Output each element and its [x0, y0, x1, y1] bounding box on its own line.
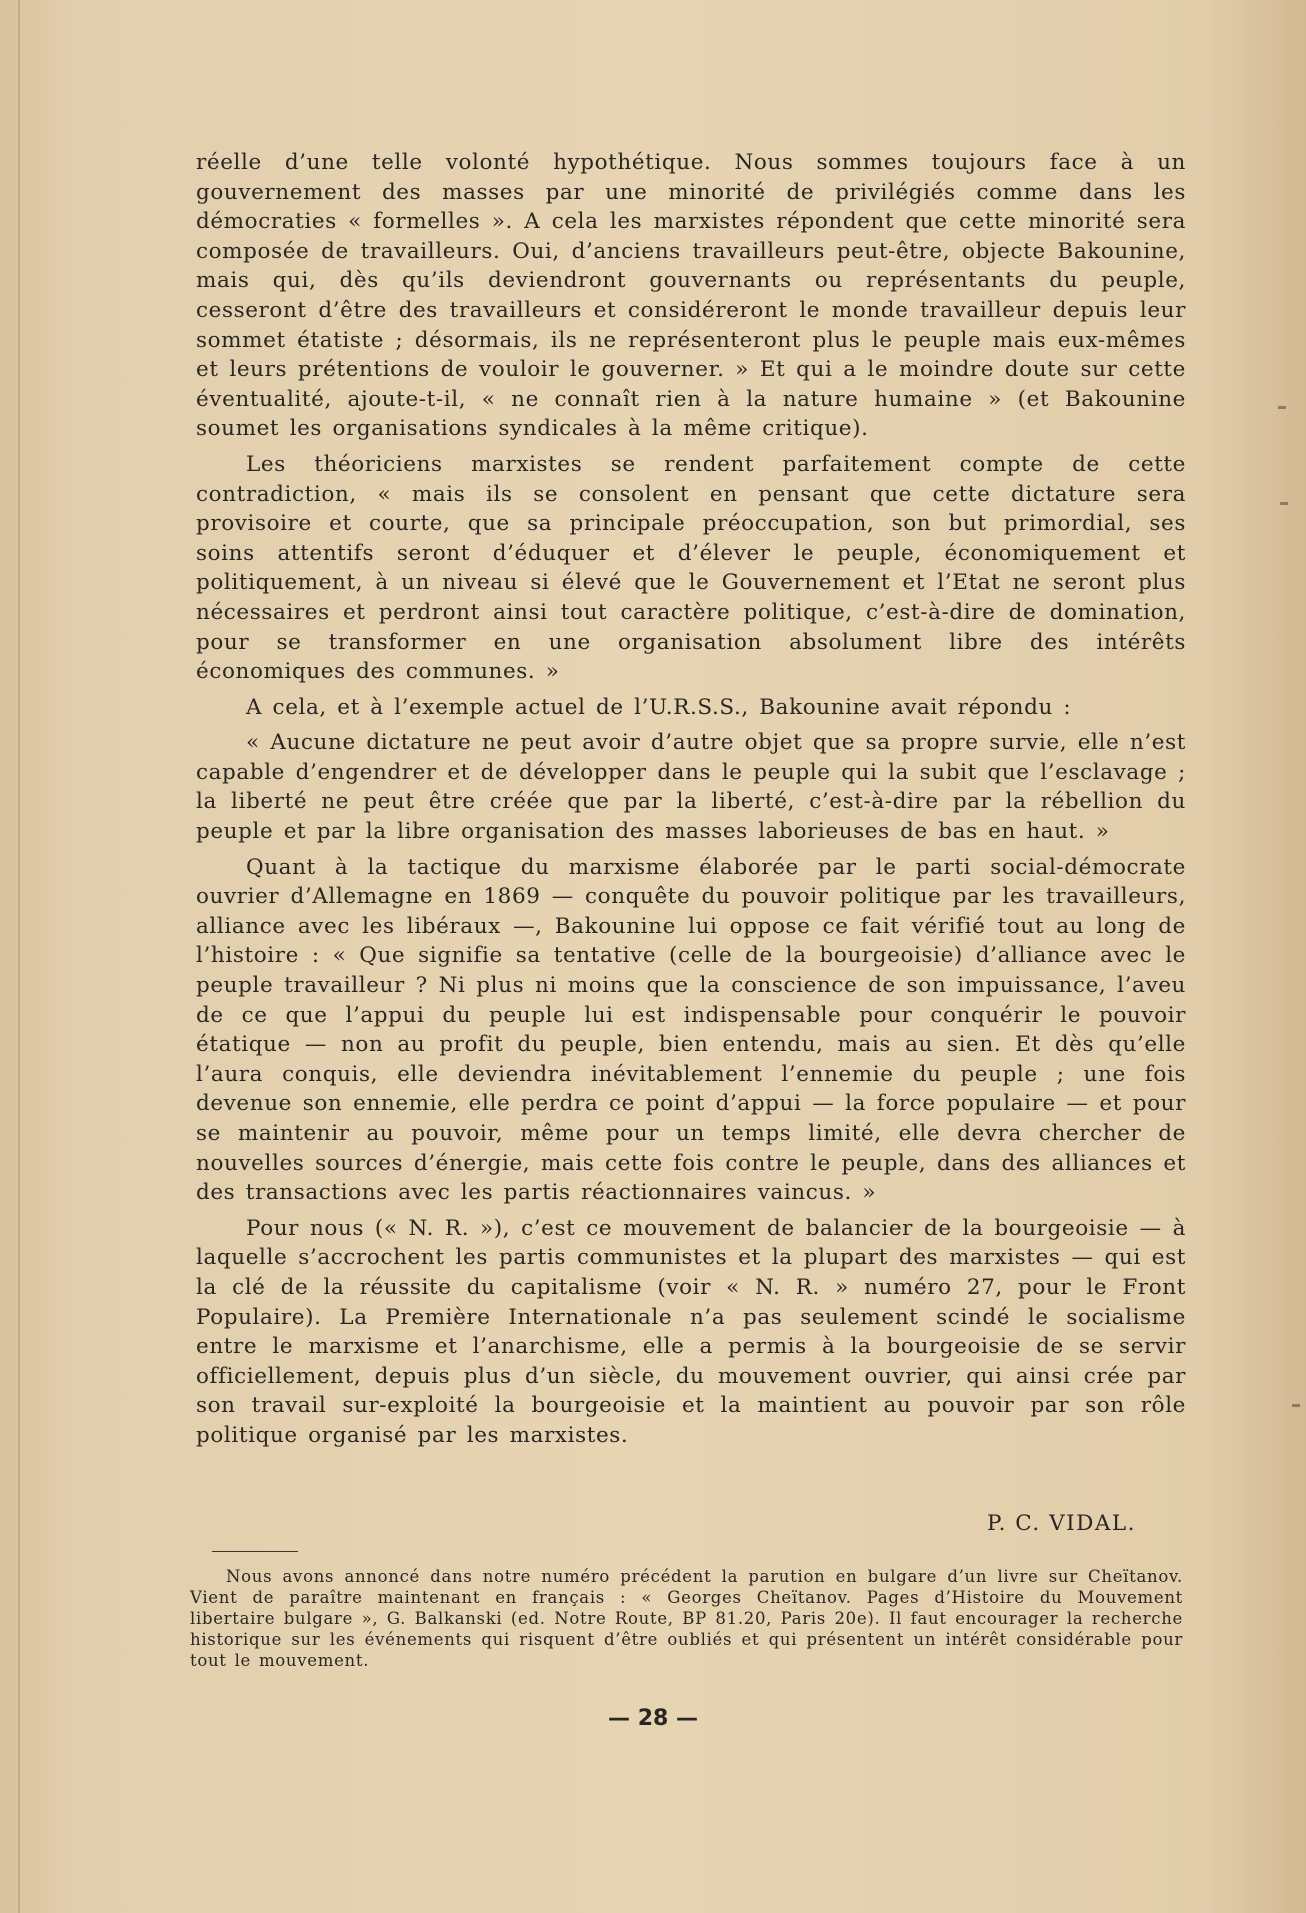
article-body: [196, 148, 1186, 1457]
paragraph-3: A cela, et à l’exemple actuel de l’U.R.S.S., Bakounine avait répondu :: [246, 694, 1072, 720]
margin-mark: [1278, 406, 1286, 409]
paragraph-4: « Aucune dictature ne peut avoir d’autre objet que sa propre survie, elle n’est capable d’engendrer et de développer dans le peuple qui la subit que l’esclavage ; la liberté ne peut être créée que par la liberté, c’est-à-dire par la rébellion du peuple et par la libre organisation des masses laborieuses de bas en haut. »: [196, 730, 1186, 845]
paragraph-1: réelle d’une telle volonté hypothétique. Nous sommes toujours face à un gouvernement des masses par une minorité de privilégiés comme dans les démocraties « formelles ». A cela les marxistes répondent que cette minorité sera composée de travailleurs. Oui, d’anciens travailleurs peut-être, objecte Bakounine, mais qui, dès qu’ils deviendront gouvernants ou représentants du peuple, cesseront d’être des travailleurs et considéreront le monde travailleur depuis leur sommet étatiste ; désormais, ils ne représenteront plus le peuple mais eux-mêmes et leurs prétentions de vouloir le gouverner. » Et qui a le moindre doute sur cette éventualité, ajoute-t-il, « ne connaît rien à la nature humaine » (et Bakounine soumet les organisations syndicales à la même critique).: [196, 150, 1186, 442]
page-edge: [18, 0, 20, 1913]
author-signature: P. C. VIDAL.: [986, 1511, 1136, 1536]
footnote: [190, 1566, 1183, 1671]
margin-mark: [1292, 1404, 1300, 1407]
paragraph-2: Les théoriciens marxistes se rendent parfaitement compte de cette contradiction, « mais ils se consolent en pensant que cette dictature sera provisoire et courte, que sa principale préoccupation, son but primordial, ses soins attentifs seront d’éduquer et d’élever le peuple, économiquement et politiquement, à un niveau si élevé que le Gouvernement et l’Etat ne seront plus nécessaires et perdront ainsi tout caractère politique, c’est-à-dire de domination, pour se transformer en une organisation absolument libre des intérêts économiques des communes. »: [196, 451, 1186, 685]
footnote-rule: [212, 1551, 298, 1552]
margin-mark: [1280, 502, 1288, 505]
paragraph-5: Quant à la tactique du marxisme élaborée par le parti social-démocrate ouvrier d’Allemagne en 1869 — conquête du pouvoir politique par les travailleurs, alliance avec les libéraux —, Bakounine lui oppose ce fait vérifié tout au long de l’histoire : « Que signifie sa tentative (celle de la bourgeoisie) d’alliance avec le peuple travailleur ? Ni plus ni moins que la conscience de son impuissance, l’aveu de ce que l’appui du peuple lui est indispensable pour conquérir le pouvoir étatique — non au profit du peuple, bien entendu, mais au sien. Et dès qu’elle l’aura conquis, elle deviendra inévitablement l’ennemie du peuple ; une fois devenue son ennemie, elle perdra ce point d’appui — la force populaire — et pour se maintenir au pouvoir, même pour un temps limité, elle devra chercher de nouvelles sources d’énergie, mais cette fois contre le peuple, dans des alliances et des transactions avec les partis réactionnaires vaincus. »: [196, 854, 1186, 1206]
footnote-text: Nous avons annoncé dans notre numéro précédent la parution en bulgare d’un livre sur Cheïtanov. Vient de paraître maintenant en français : « Georges Cheïtanov. Pages d’Histoire du Mouvement libertaire bulgare », G. Balkanski (ed. Notre Route, BP 81.20, Paris 20e). Il faut encourager la recherche historique sur les événements qui risquent d’être oubliés et qui présentent un intérêt considérable pour tout le mouvement.: [190, 1567, 1183, 1670]
page-number: — 28 —: [608, 1706, 698, 1731]
paragraph-6: Pour nous (« N. R. »), c’est ce mouvement de balancier de la bourgeoisie — à laquelle s’accrochent les partis communistes et la plupart des marxistes — qui est la clé de la réussite du capitalisme (voir « N. R. » numéro 27, pour le Front Populaire). La Première Internationale n’a pas seulement scindé le socialisme entre le marxisme et l’anarchisme, elle a permis à la bourgeoisie de se servir officiellement, depuis plus d’un siècle, du mouvement ouvrier, qui ainsi crée par son travail sur-exploité la bourgeoisie et la maintient au pouvoir par son rôle politique organisé par les marxistes.: [196, 1215, 1186, 1448]
